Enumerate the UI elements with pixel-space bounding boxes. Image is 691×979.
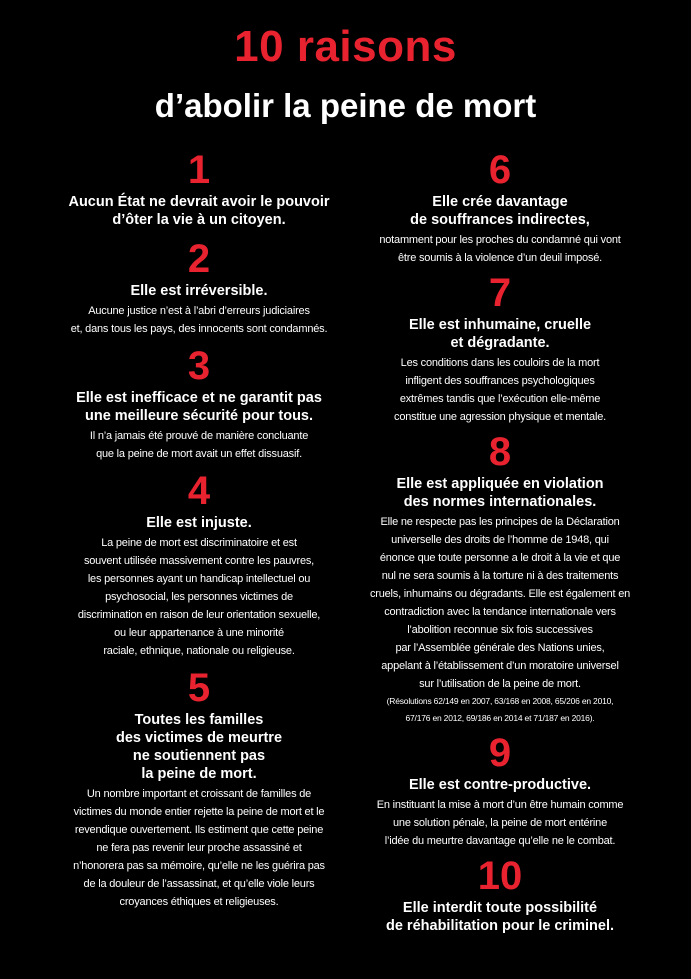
reason-number: 4 <box>187 469 211 513</box>
reason-1 <box>58 150 340 229</box>
reason-text: En instituant la mise à mort d’un être humain comme une solution pénale, la peine de mort entérine l’idée du meurtre davantage qu’elle ne le combat. <box>376 799 624 847</box>
reason-heading: Elle est contre-productive. <box>408 777 592 793</box>
reason-2 <box>58 239 340 338</box>
reason-heading: Elle est appliquée en violation des normes internationales. <box>396 476 604 510</box>
reason-10 <box>352 856 648 935</box>
left-column <box>58 150 340 911</box>
reason-heading: Toutes les familles des victimes de meurtre ne soutiennent pas la peine de mort. <box>115 712 283 782</box>
reason-heading: Elle est irréversible. <box>130 283 268 299</box>
reason-heading: Elle est inhumaine, cruelle et dégradante. <box>408 317 592 351</box>
reason-3 <box>58 346 340 463</box>
reason-number: 8 <box>488 430 512 474</box>
reason-text: Aucune justice n’est à l’abri d’erreurs judiciaires et, dans tous les pays, des innocents sont condamnés. <box>70 305 328 335</box>
reason-heading: Elle est injuste. <box>146 515 252 531</box>
reason-4 <box>58 471 340 660</box>
reason-9 <box>352 733 648 850</box>
reason-number: 3 <box>187 344 211 388</box>
reason-number: 5 <box>187 666 211 710</box>
reason-number: 1 <box>187 148 211 192</box>
right-column <box>352 150 648 937</box>
reason-heading: Aucun État ne devrait avoir le pouvoir d’ôter la vie à un citoyen. <box>68 194 330 228</box>
reason-text: Les conditions dans les couloirs de la mort infligent des souffrances psychologiques extrêmes tandis que l’exécution elle-même constitue une agression physique et mentale. <box>394 357 606 423</box>
reason-heading: Elle est inefficace et ne garantit pas une meilleure sécurité pour tous. <box>76 390 322 424</box>
title-line-2: d’abolir la peine de mort <box>154 87 537 124</box>
reason-number: 9 <box>488 731 512 775</box>
title-line-1: 10 raisons <box>234 22 457 71</box>
reason-note: (Résolutions 62/149 en 2007, 63/168 en 2008, 65/206 en 2010, 67/176 en 2012, 69/186 en 2014 et 71/187 en 2016). <box>386 696 614 723</box>
reason-text: Il n’a jamais été prouvé de manière concluante que la peine de mort avait un effet dissuasif. <box>89 430 309 460</box>
reason-number: 2 <box>187 237 211 281</box>
reason-text: La peine de mort est discriminatoire et est souvent utilisée massivement contre les pauvres, les personnes ayant un handicap intellectuel ou psychosocial, les personnes victimes de discrimination en raison de leur orientation sexuelle, ou leur appartenance à une minorité raciale, ethnique, nationale ou religieuse. <box>77 537 321 657</box>
reason-number: 10 <box>477 854 523 898</box>
reason-heading: Elle crée davantage de souffrances indirectes, <box>410 194 590 228</box>
reason-number: 6 <box>488 148 512 192</box>
reason-text: Un nombre important et croissant de familles de victimes du monde entier rejette la peine de mort et le revendique ouvertement. Ils estiment que cette peine ne fera pas revenir leur proche assassiné et n’honorera pas sa mémoire, qu’elle ne les guérira pas de la douleur de l’assassinat, et qu’elle viole leurs croyances éthiques et religieuses. <box>73 788 325 908</box>
reason-8 <box>352 432 648 727</box>
reason-number: 7 <box>488 271 512 315</box>
reason-6 <box>352 150 648 267</box>
reason-text: notamment pour les proches du condamné qui vont être soumis à la violence d’un deuil imposé. <box>379 234 621 264</box>
reason-text: Elle ne respecte pas les principes de la Déclaration universelle des droits de l’homme de 1948, qui énonce que toute personne a le droit à la vie et que nul ne sera soumis à la torture ni à des traitements cruels, inhumains ou dégradants. Elle est également en contradiction avec la tendance internationale vers l’abolition reconnue six fois successives par l’Assemblée générale des Nations unies, appelant à l’établissement d’un moratoire universel sur l’utilisation de la peine de mort. <box>369 516 631 690</box>
reason-7 <box>352 273 648 426</box>
reason-5 <box>58 668 340 911</box>
reason-heading: Elle interdit toute possibilité de réhabilitation pour le criminel. <box>385 900 614 934</box>
